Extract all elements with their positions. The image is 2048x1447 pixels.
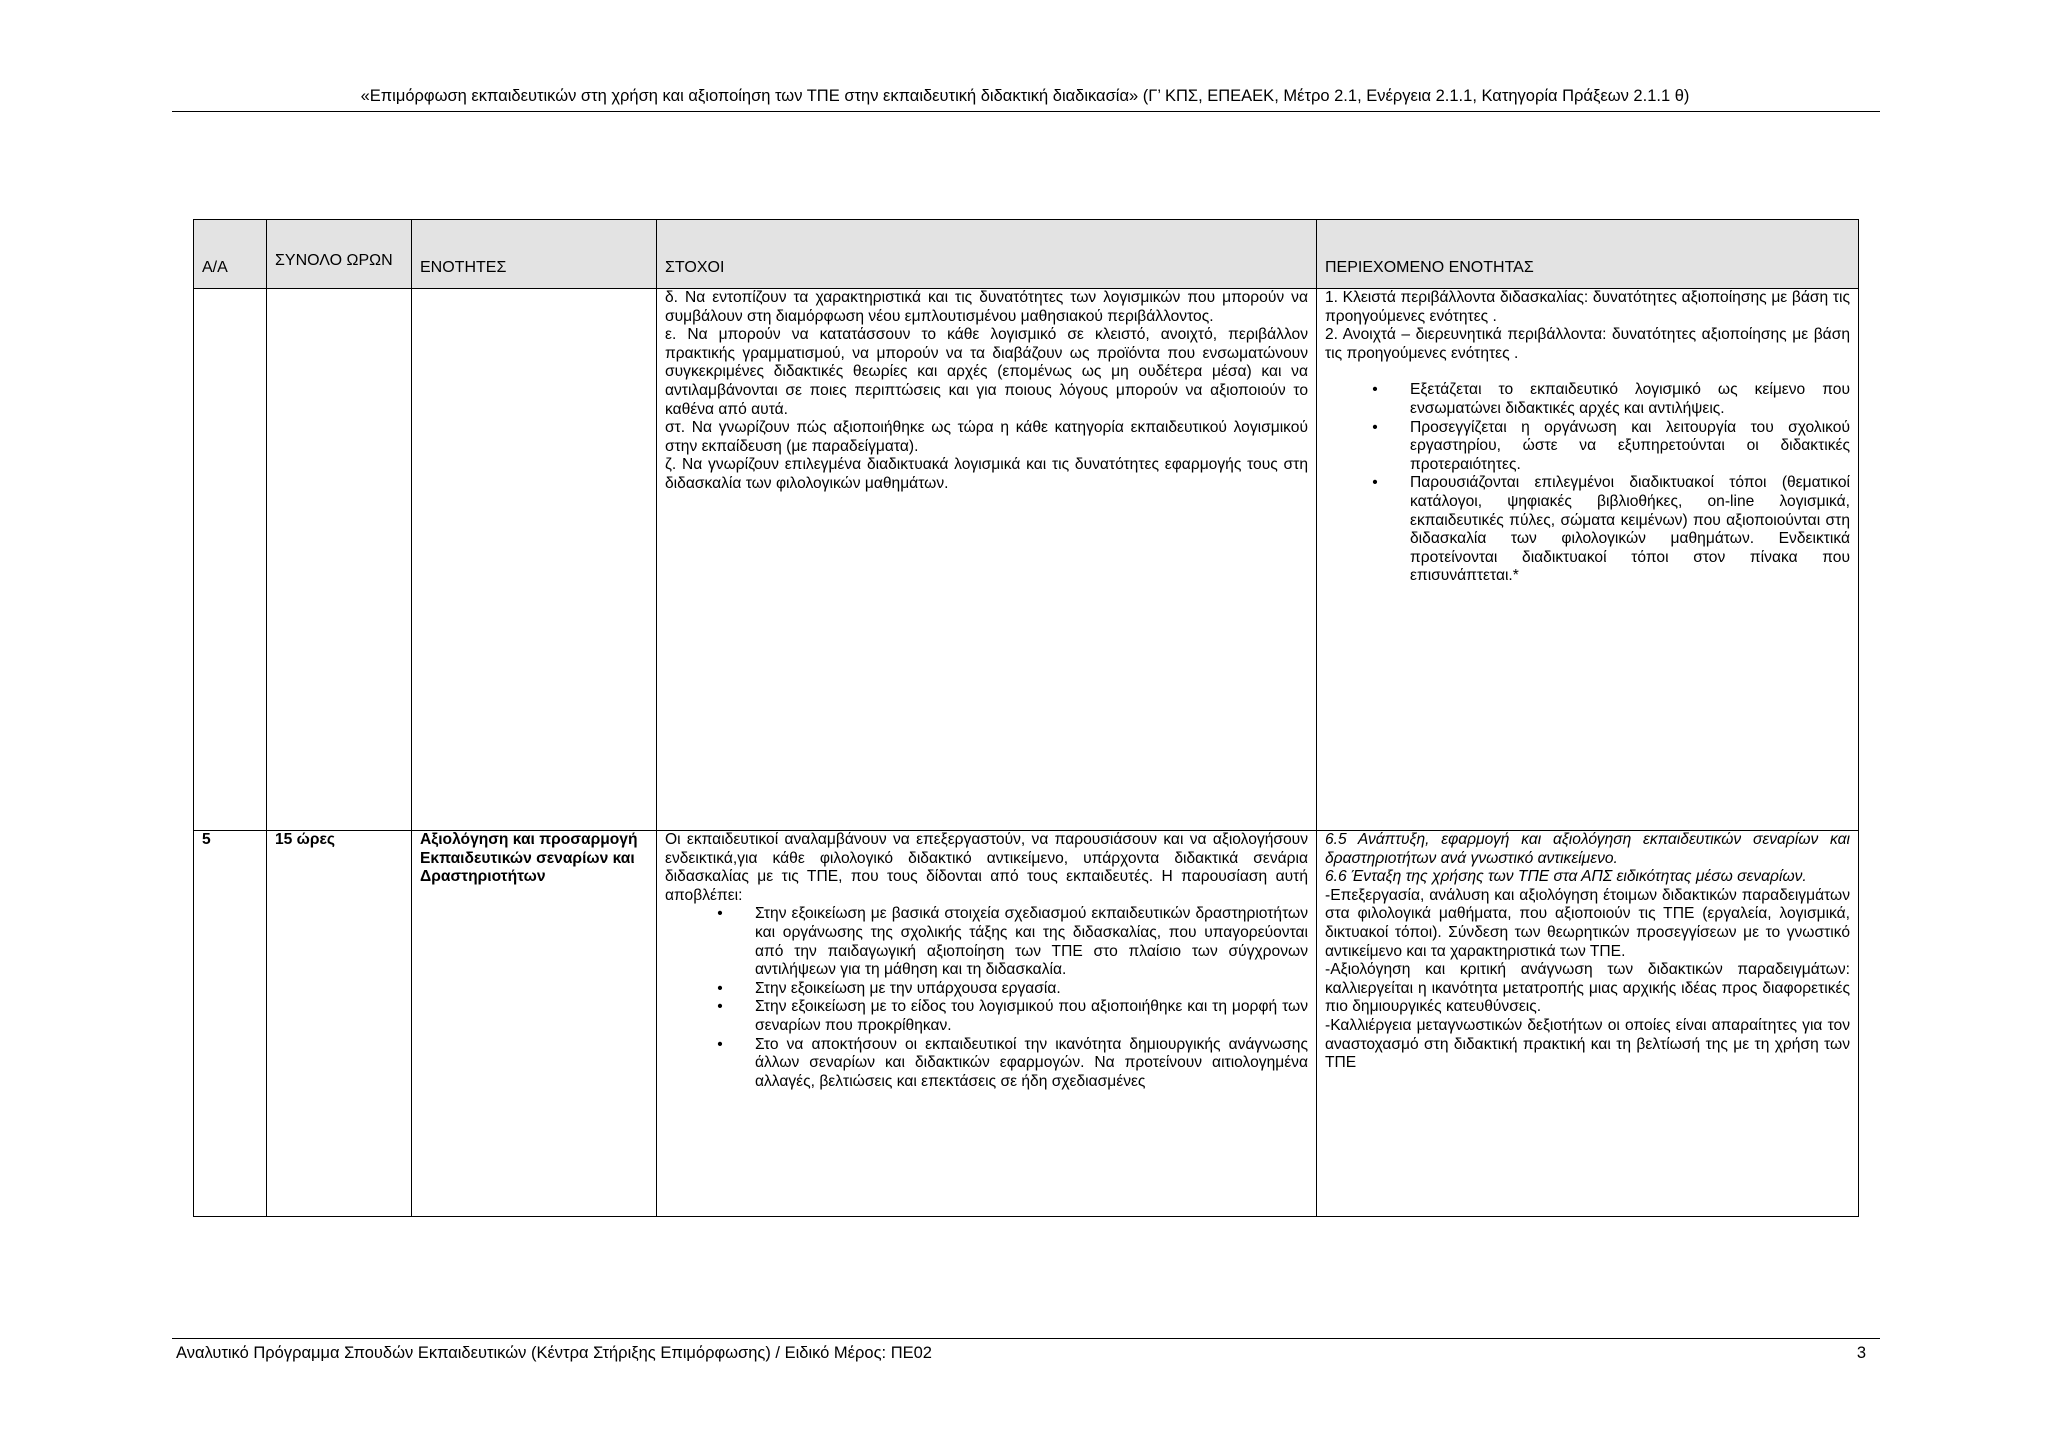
bullet-icon: •	[1372, 381, 1378, 399]
list-item	[717, 979, 1308, 999]
content-heading-6-6: 6.6 Ένταξη της χρήσης των ΤΠΕ στα ΑΠΣ ειδικότητας μέσω σεναρίων.	[1325, 868, 1807, 886]
header-rule	[172, 111, 1880, 112]
bullet-text: Προσεγγίζεται η οργάνωση και λειτουργία του σχολικού εργαστηρίου, ώστε να εξυπηρετούνται οι διδακτικές προτεραιότητες.	[1410, 418, 1850, 473]
bullet-icon: •	[717, 905, 723, 923]
curriculum-table	[193, 219, 1859, 1217]
header-total-hours: ΣΥΝΟΛΟ ΩΡΩΝ	[267, 220, 412, 289]
header-aa: Α/Α	[194, 220, 267, 289]
row2-content-cell	[1317, 831, 1859, 1217]
list-item	[717, 905, 1308, 979]
header-unit-content: ΠΕΡΙΕΧΟΜΕΝΟ ΕΝΟΤΗΤΑΣ	[1317, 220, 1859, 289]
content-paragraph: -Καλλιέργεια μεταγνωστικών δεξιοτήτων οι οποίες είναι απαραίτητες για τον αναστοχασμό στη διδακτική πρακτική και τη βελτίωσή της με τη χρήση των ΤΠΕ	[1325, 1016, 1850, 1072]
list-item	[1372, 474, 1850, 586]
goal-st: στ. Να γνωρίζουν πώς αξιοποιήθηκε ως τώρα η κάθε κατηγορία εκπαιδευτικού λογισμικού στην εκπαίδευση (με παραδείγματα).	[665, 419, 1308, 455]
row1-aa-cell	[194, 289, 267, 831]
list-item	[1372, 381, 1850, 418]
header-goals: ΣΤΟΧΟΙ	[657, 220, 1317, 289]
footer-rule	[172, 1338, 1880, 1339]
bullet-icon: •	[717, 998, 723, 1016]
row2-goals-cell	[657, 831, 1317, 1217]
bullet-text: Στο να αποκτήσουν οι εκπαιδευτικοί την ικανότητα δημιουργικής ανάγνωσης άλλων σεναρίων και διδακτικών εφαρμογών. Να προτείνουν αιτιολογημένα αλλαγές, βελτιώσεις και επεκτάσεις σε ήδη σχεδιασμένες	[755, 1035, 1308, 1090]
page-number: 3	[1856, 1344, 1866, 1362]
bullet-icon: •	[1372, 418, 1378, 436]
page-footer: Αναλυτικό Πρόγραμμα Σπουδών Εκπαιδευτικών (Κέντρα Στήριξης Επιμόρφωσης) / Ειδικό Μέρος: ΠΕ02	[176, 1344, 932, 1362]
row2-hours-cell: 15 ώρες	[267, 831, 412, 1217]
row1-content-cell	[1317, 289, 1859, 831]
content-heading-6-5: 6.5 Ανάπτυξη, εφαρμογή και αξιολόγηση εκπαιδευτικών σεναρίων και δραστηριοτήτων ανά γνωστικό αντικείμενο.	[1325, 831, 1850, 867]
content-bullet-list	[1372, 381, 1850, 586]
bullet-icon: •	[1372, 474, 1378, 492]
content-paragraph: -Αξιολόγηση και κριτική ανάγνωση των διδακτικών παραδειγμάτων: καλλιεργείται η ικανότητα μετατροπής μιας αρχικής ιδέας προς διαφορετικές πιο δημιουργικές κατευθύνσεις.	[1325, 961, 1850, 1016]
content-item-2: 2. Ανοιχτά – διερευνητικά περιβάλλοντα: δυνατότητες αξιοποίησης με βάση τις προηγούμενες ενότητες .	[1325, 326, 1850, 362]
row2-aa-cell: 5	[194, 831, 267, 1217]
goal-z: ζ. Να γνωρίζουν επιλεγμένα διαδικτυακά λογισμικά και τις δυνατότητες εφαρμογής τους στη διδασκαλία των φιλολογικών μαθημάτων.	[665, 456, 1308, 492]
list-item	[717, 1035, 1308, 1092]
goals-bullet-list	[717, 905, 1308, 1091]
row1-goals-cell	[657, 289, 1317, 831]
bullet-text: Εξετάζεται το εκπαιδευτικό λογισμικό ως κείμενο που ενσωματώνει διδακτικές αρχές και αντιλήψεις.	[1410, 381, 1850, 417]
header-units: ΕΝΟΤΗΤΕΣ	[412, 220, 657, 289]
bullet-text: Στην εξοικείωση με βασικά στοιχεία σχεδιασμού εκπαιδευτικών δραστηριοτήτων και οργάνωσης της σχολικής τάξης και της διδασκαλίας, που υπαγορεύονται από την παιδαγωγική αξιοποίηση των ΤΠΕ στο πλαίσιο των σύγχρονων αντιλήψεων για τη μάθηση και τη διδασκαλία.	[755, 905, 1308, 979]
bullet-text: Στην εξοικείωση με την υπάρχουσα εργασία.	[755, 979, 1061, 997]
bullet-icon: •	[717, 979, 723, 997]
table-row	[194, 831, 1859, 1217]
page-header: «Επιμόρφωση εκπαιδευτικών στη χρήση και αξιοποίηση των ΤΠΕ στην εκπαιδευτική διδακτική διαδικασία» (Γ’ ΚΠΣ, ΕΠΕΑΕΚ, Μέτρο 2.1, Ενέργεια 2.1.1, Κατηγορία Πράξεων 2.1.1 θ)	[360, 87, 1690, 105]
goals-intro: Οι εκπαιδευτικοί αναλαμβάνουν να επεξεργαστούν, να παρουσιάσουν και να αξιολογήσουν ενδεικτικά,για κάθε φιλολογικό διδακτικό αντικείμενο, υπάρχοντα διδακτικά σενάρια διδασκαλίας με τις ΤΠΕ, που τους δίδονται από τους εκπαιδευτές. Η παρουσίαση αυτή αποβλέπει:	[665, 831, 1308, 904]
content-item-1: 1. Κλειστά περιβάλλοντα διδασκαλίας: δυνατότητες αξιοποίησης με βάση τις προηγούμενες ενότητες .	[1325, 289, 1850, 325]
bullet-text: Παρουσιάζονται επιλεγμένοι διαδικτυακοί τόποι (θεματικοί κατάλογοι, ψηφιακές βιβλιοθήκες, on-line λογισμικά, εκπαιδευτικές πύλες, σώματα κειμένων) που αξιοποιούνται στη διδασκαλία των φιλολογικών μαθημάτων. Ενδεικτικά προτείνονται διαδικτυακοί τόποι στον πίνακα που επισυνάπτεται.*	[1410, 474, 1850, 585]
bullet-icon: •	[717, 1035, 723, 1053]
table-row	[194, 289, 1859, 831]
row2-unit-cell: Αξιολόγηση και προσαρμογή Εκπαιδευτικών σεναρίων και Δραστηριοτήτων	[412, 831, 657, 1217]
content-paragraph: -Επεξεργασία, ανάλυση και αξιολόγηση έτοιμων διδακτικών παραδειγμάτων στα φιλολογικά μαθήματα, που αξιοποιούν τις ΤΠΕ (εργαλεία, λογισμικά, δικτυακοί τόποι). Σύνδεση των θεωρητικών προσεγγίσεων με το γνωστικό αντικείμενο και τα χαρακτηριστικά των ΤΠΕ.	[1325, 886, 1850, 960]
row1-hours-cell	[267, 289, 412, 831]
list-item	[717, 998, 1308, 1035]
goal-e: ε. Να μπορούν να κατατάσσουν το κάθε λογισμικό σε κλειστό, ανοιχτό, περιβάλλον πρακτικής γραμματισμού, να μπορούν να τα διαβάζουν ως προϊόντα που ενσωματώνουν συγκεκριμένες διδακτικές θεωρίες και αρχές (επομένως ως μη ουδέτερα μέσα) και να αντιλαμβάνονται σε ποιες περιπτώσεις και για ποιους λόγους μπορούν να αξιοποιούν το καθένα από αυτά.	[665, 326, 1308, 418]
list-item	[1372, 418, 1850, 475]
bullet-text: Στην εξοικείωση με το είδος του λογισμικού που αξιοποιήθηκε και τη μορφή των σεναρίων που προκρίθηκαν.	[755, 998, 1308, 1034]
goal-d: δ. Να εντοπίζουν τα χαρακτηριστικά και τις δυνατότητες των λογισμικών που μπορούν να συμβάλουν στη διαμόρφωση νέου εμπλουτισμένου μαθησιακού περιβάλλοντος.	[665, 289, 1308, 325]
row1-unit-cell	[412, 289, 657, 831]
table-header-row	[194, 220, 1859, 289]
